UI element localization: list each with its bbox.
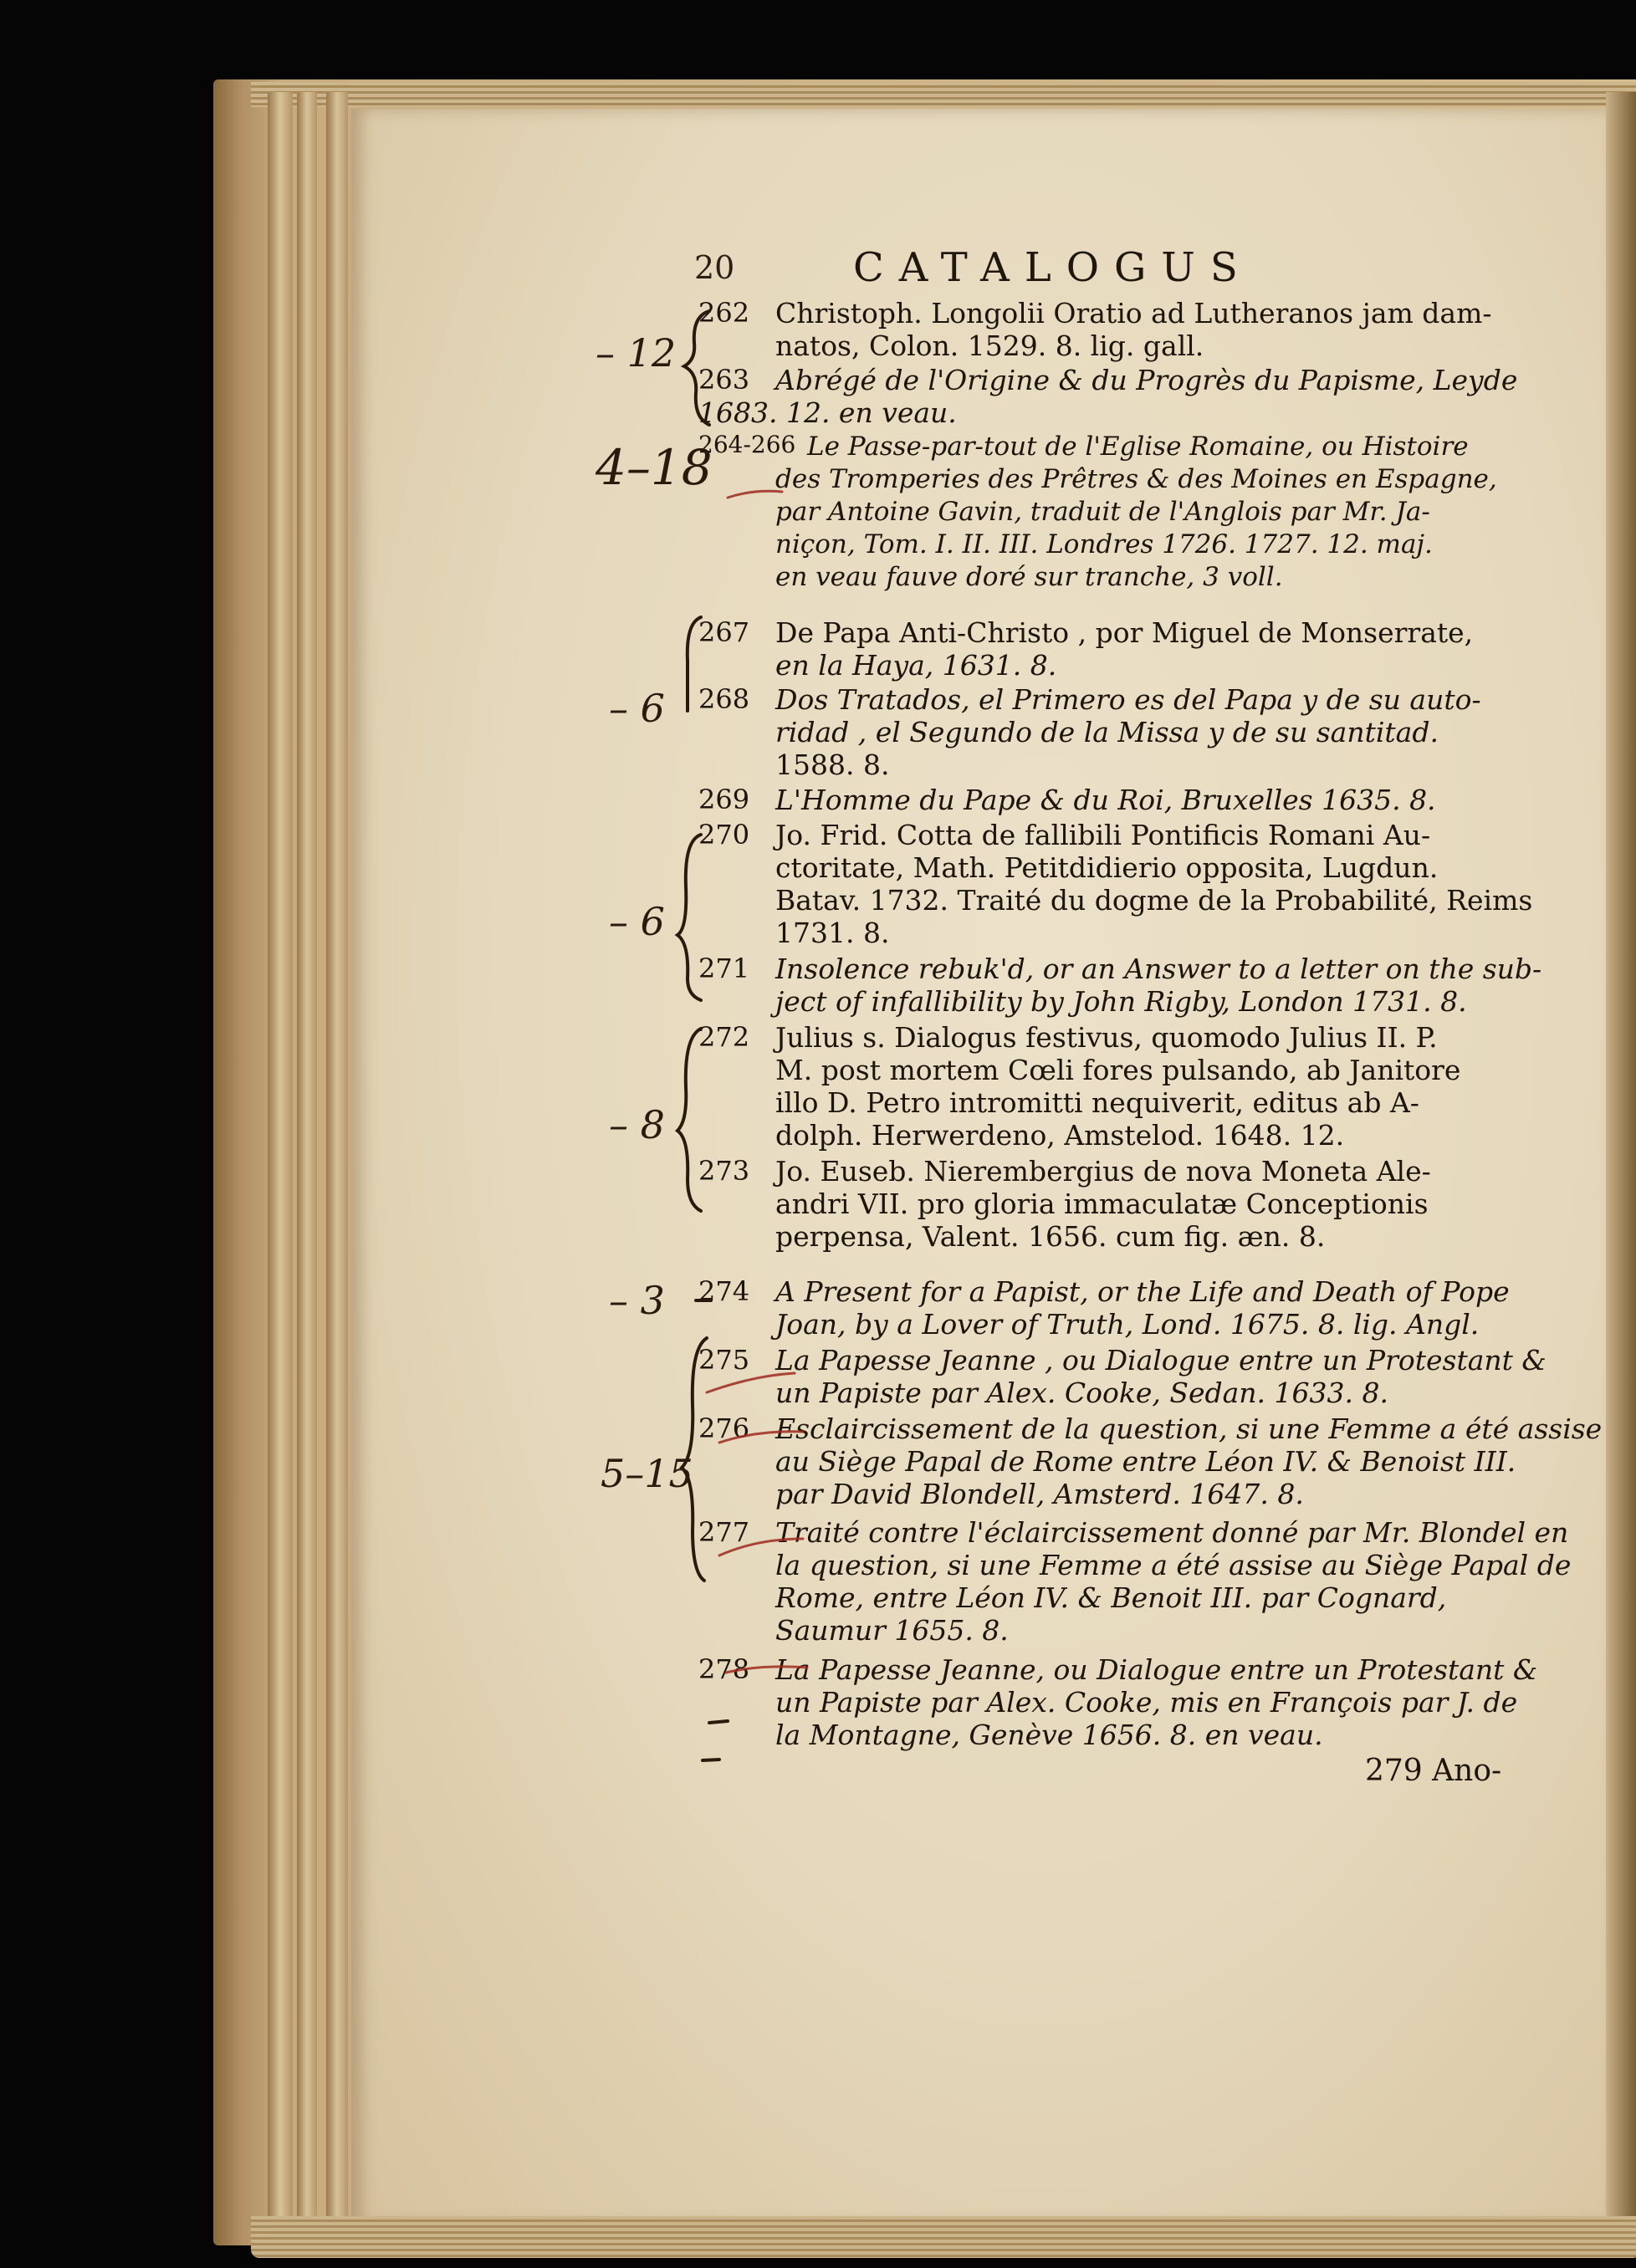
entry-line: Abrégé de l'Origine & du Progrès du Papisme, Leyde (775, 364, 1518, 396)
entry-line: A Present for a Papist, or the Life and Death of Pope (775, 1275, 1510, 1308)
entry-line: Insolence rebuk'd, or an Answer to a letter on the sub- (775, 953, 1542, 985)
entry-line: natos, Colon. 1529. 8. lig. gall. (775, 329, 1204, 362)
page-edge-strip (297, 92, 317, 2233)
margin-price-note: – 8 (609, 1102, 665, 1147)
entry-number: 272 (698, 1021, 750, 1053)
entry-line: ject of infallibility by John Rigby, London 1731. 8. (775, 985, 1467, 1018)
margin-price-note: 4–18 (596, 439, 713, 496)
entry-line: Christoph. Longolii Oratio ad Lutheranos jam dam- (775, 297, 1492, 329)
margin-price-note: – 6 (609, 899, 665, 944)
page-number: 20 (694, 249, 735, 286)
entry-line: 1588. 8. (775, 748, 890, 781)
entry-line: par Antoine Gavin, traduit de l'Anglois par Mr. Ja- (775, 497, 1430, 527)
entry-line: 1683. 12. en veau. (698, 396, 957, 429)
entry-line: De Papa Anti-Christo , por Miguel de Monserrate, (775, 616, 1474, 649)
entry-line: un Papiste par Alex. Cooke, mis en François par J. de (775, 1686, 1518, 1719)
entry-number: 264-266 (698, 431, 796, 458)
margin-price-note: – 3 (609, 1278, 665, 1323)
entry-line: Dos Tratados, el Primero es del Papa y de su auto- (775, 683, 1481, 716)
entry-line: la Montagne, Genève 1656. 8. en veau. (775, 1719, 1323, 1751)
entry-line: des Tromperies des Prêtres & des Moines en Espagne, (775, 464, 1497, 494)
page-edges-top (251, 82, 1636, 107)
entry-line: L'Homme du Pape & du Roi, Bruxelles 1635. 8. (775, 784, 1436, 816)
entry-line: andri VII. pro gloria immaculatæ Conceptionis (775, 1188, 1429, 1220)
page-gutter (1606, 92, 1636, 2258)
entry-line: niçon, Tom. I. II. III. Londres 1726. 1727. 12. maj. (775, 529, 1433, 559)
entry-number: 263 (698, 364, 750, 396)
entry-number: 269 (698, 784, 750, 815)
entry-line: Jo. Euseb. Nierembergius de nova Moneta Ale- (775, 1155, 1431, 1188)
entry-line: La Papesse Jeanne , ou Dialogue entre un Protestant & (775, 1344, 1547, 1377)
entry-line: illo D. Petro intromitti nequiverit, editus ab A- (775, 1086, 1419, 1119)
entry-number: 274 (698, 1275, 750, 1307)
entry-line: en la Haya, 1631. 8. (775, 649, 1057, 682)
entry-line: Le Passe-par-tout de l'Eglise Romaine, ou Histoire (807, 432, 1469, 462)
entry-line: en veau fauve doré sur tranche, 3 voll. (775, 562, 1283, 592)
entry-number: 271 (698, 953, 750, 984)
page-edge-strip (326, 92, 348, 2233)
entry-number: 277 (698, 1516, 750, 1548)
entry-number: 267 (698, 616, 750, 648)
entry-line: par David Blondell, Amsterd. 1647. 8. (775, 1478, 1304, 1510)
entry-number: 273 (698, 1155, 750, 1187)
page-edge-strip (268, 92, 293, 2233)
entry-line: Saumur 1655. 8. (775, 1614, 1009, 1647)
entry-line: ridad , el Segundo de la Missa y de su santitad. (775, 716, 1439, 748)
margin-price-note: – 12 (596, 330, 677, 375)
entry-number: 270 (698, 819, 750, 850)
entry-number: 275 (698, 1344, 750, 1376)
entry-line: Esclaircissement de la question, si une Femme a été assise (775, 1412, 1603, 1445)
entry-number: 268 (698, 683, 750, 715)
entry-line: un Papiste par Alex. Cooke, Sedan. 1633. 8. (775, 1377, 1388, 1409)
entry-line: Batav. 1732. Traité du dogme de la Probabilité, Reims (775, 884, 1533, 917)
entry-line: Traité contre l'éclaircissement donné par Mr. Blondel en (775, 1516, 1569, 1549)
page-edges-bottom (251, 2216, 1636, 2258)
entry-line: 1731. 8. (775, 917, 890, 949)
page-header (694, 244, 1539, 294)
entry-line: dolph. Herwerdeno, Amstelod. 1648. 12. (775, 1119, 1345, 1152)
entry-number: 276 (698, 1412, 750, 1444)
catchword: 279 Ano- (1365, 1754, 1502, 1788)
entry-line: Rome, entre Léon IV. & Benoit III. par Cognard, (775, 1581, 1447, 1614)
entry-line: Joan, by a Lover of Truth, Lond. 1675. 8. lig. Angl. (775, 1308, 1480, 1341)
entry-line: la question, si une Femme a été assise au Siège Papal de (775, 1549, 1572, 1581)
running-title: CATALOGUS (853, 244, 1253, 291)
entry-line: perpensa, Valent. 1656. cum fig. æn. 8. (775, 1220, 1326, 1253)
entry-line: Jo. Frid. Cotta de fallibili Pontificis Romani Au- (775, 819, 1431, 851)
entry-line: au Siège Papal de Rome entre Léon IV. & Benoist III. (775, 1445, 1516, 1478)
entry-number: 262 (698, 297, 750, 329)
entry-line: M. post mortem Cœli fores pulsando, ab Janitore (775, 1054, 1461, 1086)
entry-line: ctoritate, Math. Petitdidierio opposita, Lugdun. (775, 851, 1439, 884)
entry-line: La Papesse Jeanne, ou Dialogue entre un Protestant & (775, 1653, 1538, 1686)
entry-number: 278 (698, 1653, 750, 1685)
margin-price-note: – 6 (609, 686, 665, 731)
entry-line: Julius s. Dialogus festivus, quomodo Julius II. P. (775, 1021, 1438, 1054)
margin-price-note: 5–15 (601, 1451, 693, 1496)
